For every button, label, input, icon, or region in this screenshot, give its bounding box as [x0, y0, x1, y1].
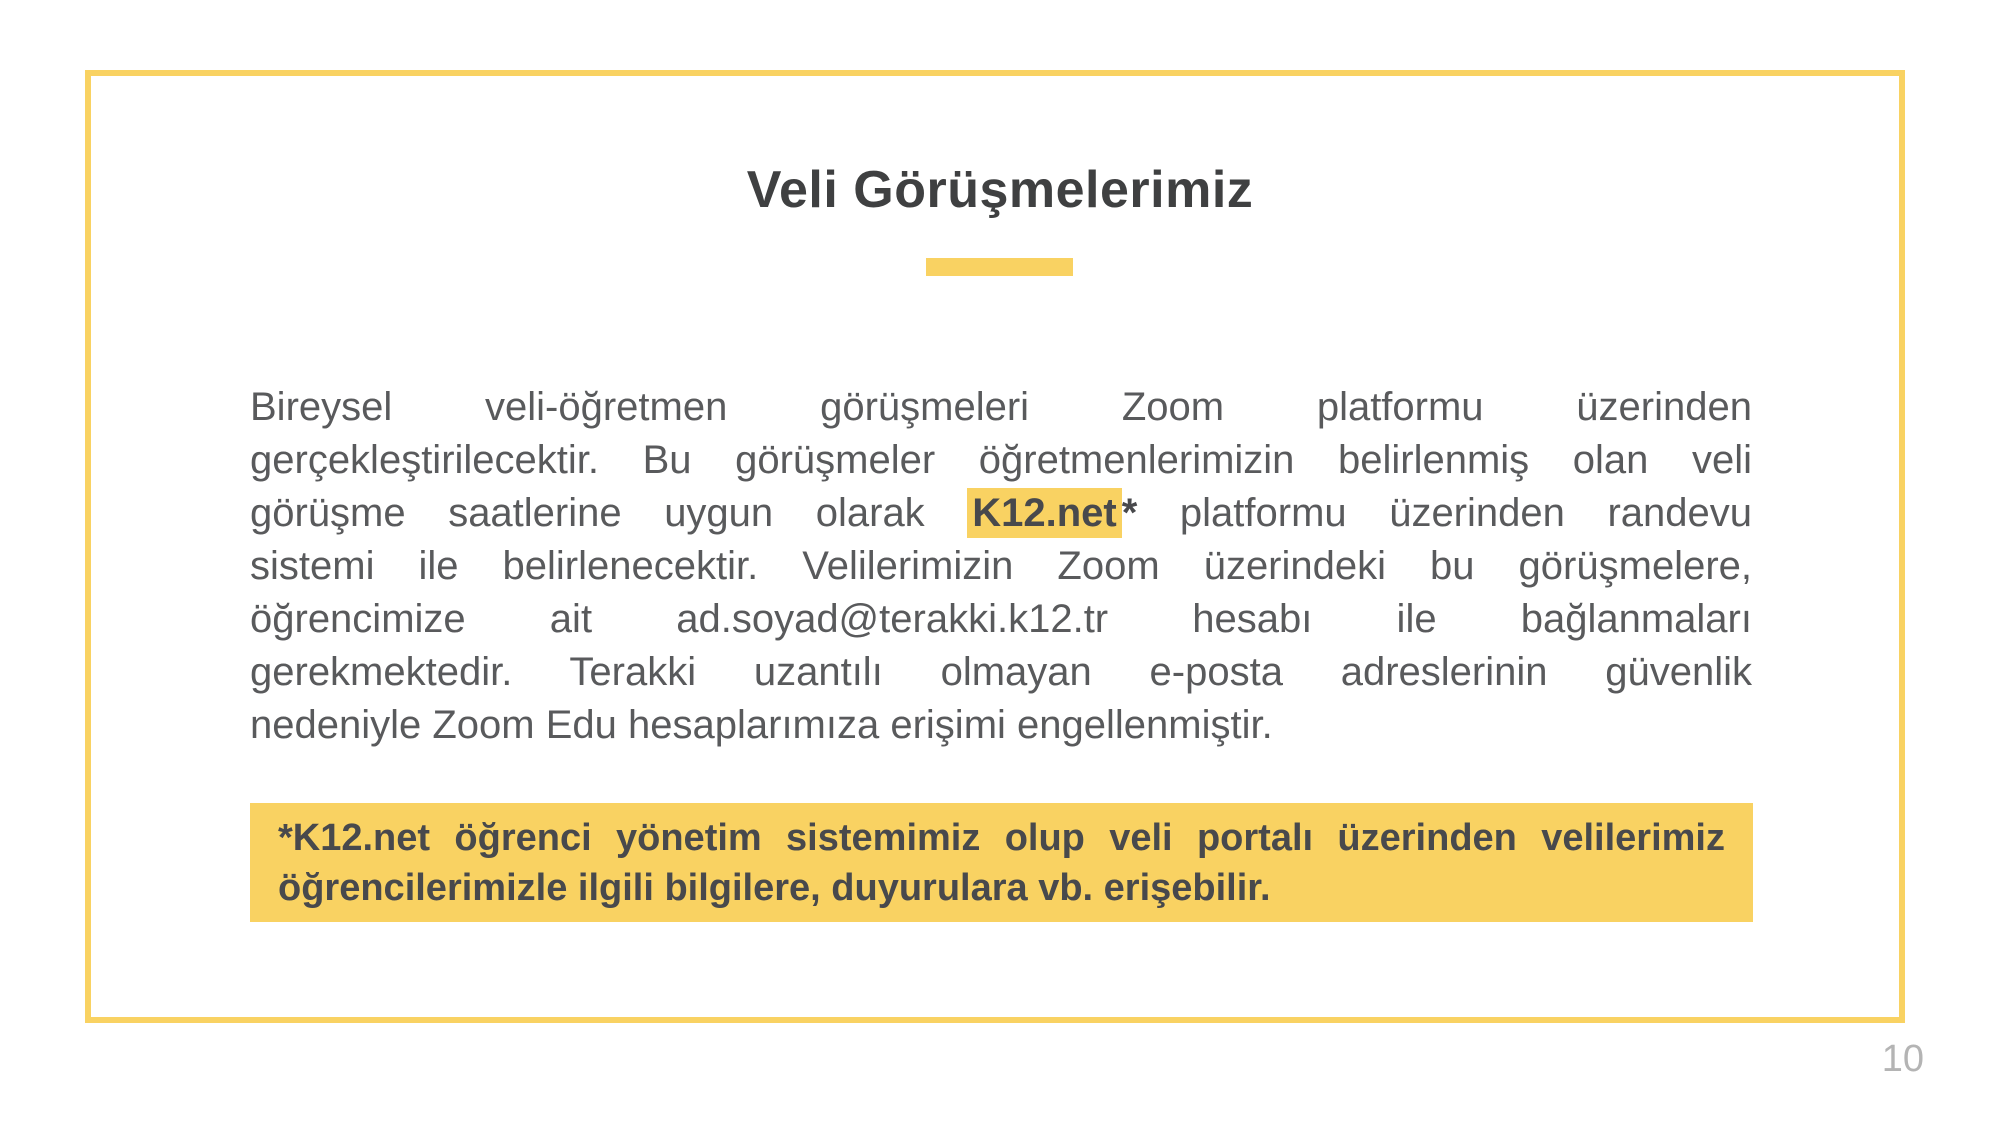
body-paragraph [250, 381, 1752, 752]
text-line [250, 699, 1752, 752]
text-line [250, 381, 1752, 434]
text-line [278, 863, 1725, 913]
page-number: 10 [1881, 1038, 1924, 1080]
text-line [250, 434, 1752, 487]
text-line [250, 540, 1752, 593]
title-divider-bar [926, 258, 1073, 276]
k12net-highlight: K12.net [967, 488, 1122, 538]
page-title: Veli Görüşmelerimiz [746, 161, 1254, 219]
text-segment: öğrencimize ait ad.soyad@terakki.k12.tr hesabı ile bağlanmaları [250, 597, 1752, 641]
text-segment: *K12.net öğrenci yönetim sistemimiz olup veli portalı üzerinden velilerimiz [278, 817, 1725, 859]
text-segment: gerekmektedir. Terakki uzantılı olmayan e-posta adreslerinin güvenlik [250, 650, 1752, 694]
text-line [250, 487, 1752, 540]
text-line [250, 646, 1752, 699]
text-segment: öğrencilerimizle ilgili bilgilere, duyurulara vb. erişebilir. [278, 867, 1271, 909]
text-segment: gerçekleştirilecektir. Bu görüşmeler öğretmenlerimizin belirlenmiş olan veli [250, 438, 1752, 482]
note-box [250, 803, 1753, 922]
text-segment: nedeniyle Zoom Edu hesaplarımıza erişimi engellenmiştir. [250, 703, 1273, 747]
text-segment: sistemi ile belirlenecektir. Velilerimizin Zoom üzerindeki bu görüşmelere, [250, 544, 1752, 588]
text-segment: görüşme saatlerine uygun olarak [250, 491, 968, 535]
text-line [278, 813, 1725, 863]
text-line [250, 593, 1752, 646]
bold-text-segment: * [1121, 491, 1138, 535]
text-segment: Bireysel veli-öğretmen görüşmeleri Zoom platformu üzerinden [250, 385, 1752, 429]
text-segment: platformu üzerinden randevu [1137, 491, 1752, 535]
